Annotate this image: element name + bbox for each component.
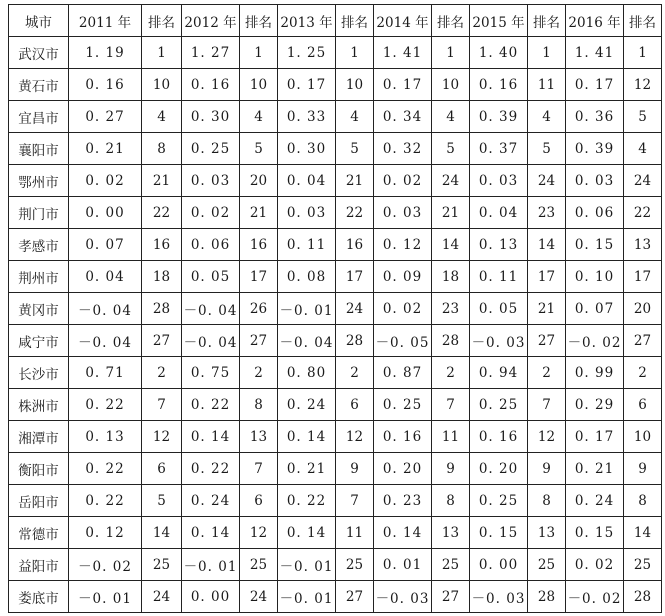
value-cell: 0. 17 <box>566 421 624 453</box>
rank-cell: 16 <box>240 229 278 261</box>
rank-cell: 21 <box>142 165 182 197</box>
value-cell: 0. 24 <box>566 485 624 517</box>
value-cell: 0. 04 <box>470 197 528 229</box>
city-name-cell: 武汉市 <box>9 37 69 69</box>
value-cell: 0. 32 <box>374 133 432 165</box>
value-cell: 0. 17 <box>278 69 336 101</box>
rank-cell: 27 <box>336 581 374 613</box>
rank-cell: 25 <box>336 549 374 581</box>
rank-cell: 4 <box>240 101 278 133</box>
column-header-year: 2016 年 <box>566 5 624 37</box>
value-cell: －0. 05 <box>374 325 432 357</box>
rank-cell: 18 <box>142 261 182 293</box>
city-name-cell: 孝感市 <box>9 229 69 261</box>
value-cell: 0. 25 <box>374 389 432 421</box>
rank-cell: 22 <box>624 197 662 229</box>
value-cell: 0. 03 <box>182 165 240 197</box>
table-row <box>9 485 662 517</box>
value-cell: 0. 29 <box>566 389 624 421</box>
rank-cell: 17 <box>528 261 566 293</box>
table-row <box>9 549 662 581</box>
column-header-rank: 排名 <box>336 5 374 37</box>
rank-cell: 1 <box>336 37 374 69</box>
city-name-cell: 咸宁市 <box>9 325 69 357</box>
city-name-cell: 襄阳市 <box>9 133 69 165</box>
value-cell: －0. 01 <box>182 549 240 581</box>
rank-cell: 27 <box>432 581 470 613</box>
table-row <box>9 165 662 197</box>
rank-cell: 1 <box>432 37 470 69</box>
value-cell: 0. 14 <box>278 517 336 549</box>
rank-cell: 12 <box>142 421 182 453</box>
rank-cell: 5 <box>142 485 182 517</box>
rank-cell: 24 <box>624 165 662 197</box>
value-cell: 0. 20 <box>470 453 528 485</box>
rank-cell: 28 <box>336 325 374 357</box>
city-name-cell: 益阳市 <box>9 549 69 581</box>
value-cell: 0. 30 <box>278 133 336 165</box>
city-name-cell: 黄冈市 <box>9 293 69 325</box>
column-header-rank: 排名 <box>142 5 182 37</box>
value-cell: 0. 36 <box>566 101 624 133</box>
table-row <box>9 517 662 549</box>
rank-cell: 23 <box>528 197 566 229</box>
city-name-cell: 常德市 <box>9 517 69 549</box>
rank-cell: 5 <box>240 133 278 165</box>
value-cell: 0. 07 <box>566 293 624 325</box>
rank-cell: 21 <box>336 165 374 197</box>
rank-cell: 27 <box>240 325 278 357</box>
value-cell: 0. 12 <box>69 517 142 549</box>
rank-cell: 2 <box>432 357 470 389</box>
rank-cell: 8 <box>432 485 470 517</box>
rank-cell: 25 <box>142 549 182 581</box>
rank-cell: 10 <box>432 69 470 101</box>
value-cell: 1. 19 <box>69 37 142 69</box>
value-cell: 0. 13 <box>470 229 528 261</box>
table-row <box>9 229 662 261</box>
ranking-table-container <box>8 4 662 613</box>
rank-cell: 28 <box>432 325 470 357</box>
table-row <box>9 197 662 229</box>
rank-cell: 6 <box>336 389 374 421</box>
rank-cell: 13 <box>528 517 566 549</box>
value-cell: －0. 04 <box>182 325 240 357</box>
value-cell: 1. 25 <box>278 37 336 69</box>
rank-cell: 1 <box>528 37 566 69</box>
column-header-rank: 排名 <box>240 5 278 37</box>
rank-cell: 6 <box>624 389 662 421</box>
table-row <box>9 37 662 69</box>
city-name-cell: 荆州市 <box>9 261 69 293</box>
rank-cell: 25 <box>528 549 566 581</box>
value-cell: 0. 13 <box>69 421 142 453</box>
value-cell: 0. 02 <box>566 549 624 581</box>
value-cell: 0. 10 <box>566 261 624 293</box>
rank-cell: 14 <box>528 229 566 261</box>
city-name-cell: 黄石市 <box>9 69 69 101</box>
value-cell: 0. 80 <box>278 357 336 389</box>
value-cell: 0. 75 <box>182 357 240 389</box>
value-cell: －0. 03 <box>470 581 528 613</box>
rank-cell: 17 <box>624 261 662 293</box>
value-cell: 0. 24 <box>182 485 240 517</box>
value-cell: 0. 16 <box>470 421 528 453</box>
city-name-cell: 长沙市 <box>9 357 69 389</box>
value-cell: 0. 15 <box>566 229 624 261</box>
value-cell: 0. 12 <box>374 229 432 261</box>
rank-cell: 7 <box>240 453 278 485</box>
rank-cell: 22 <box>336 197 374 229</box>
value-cell: 0. 04 <box>278 165 336 197</box>
rank-cell: 11 <box>336 517 374 549</box>
rank-cell: 2 <box>624 357 662 389</box>
value-cell: －0. 03 <box>374 581 432 613</box>
table-row <box>9 389 662 421</box>
rank-cell: 12 <box>336 421 374 453</box>
rank-cell: 16 <box>142 229 182 261</box>
table-body <box>9 37 662 613</box>
value-cell: 0. 00 <box>470 549 528 581</box>
rank-cell: 5 <box>528 133 566 165</box>
value-cell: 0. 17 <box>374 69 432 101</box>
rank-cell: 18 <box>432 261 470 293</box>
table-row <box>9 261 662 293</box>
rank-cell: 22 <box>142 197 182 229</box>
rank-cell: 9 <box>336 453 374 485</box>
value-cell: 0. 03 <box>374 197 432 229</box>
value-cell: 0. 04 <box>69 261 142 293</box>
value-cell: 0. 05 <box>182 261 240 293</box>
value-cell: 0. 08 <box>278 261 336 293</box>
value-cell: 0. 11 <box>278 229 336 261</box>
rank-cell: 7 <box>336 485 374 517</box>
table-row <box>9 101 662 133</box>
rank-cell: 21 <box>528 293 566 325</box>
value-cell: 0. 20 <box>374 453 432 485</box>
value-cell: 0. 37 <box>470 133 528 165</box>
value-cell: 0. 07 <box>69 229 142 261</box>
value-cell: －0. 03 <box>470 325 528 357</box>
rank-cell: 7 <box>432 389 470 421</box>
value-cell: 0. 87 <box>374 357 432 389</box>
rank-cell: 21 <box>432 197 470 229</box>
value-cell: 0. 15 <box>566 517 624 549</box>
value-cell: 0. 14 <box>278 421 336 453</box>
value-cell: 0. 21 <box>69 133 142 165</box>
rank-cell: 25 <box>624 549 662 581</box>
value-cell: －0. 04 <box>182 293 240 325</box>
table-row <box>9 581 662 613</box>
value-cell: －0. 01 <box>278 293 336 325</box>
rank-cell: 1 <box>142 37 182 69</box>
value-cell: －0. 02 <box>69 549 142 581</box>
rank-cell: 11 <box>528 69 566 101</box>
value-cell: 0. 02 <box>182 197 240 229</box>
value-cell: 0. 16 <box>69 69 142 101</box>
rank-cell: 17 <box>336 261 374 293</box>
value-cell: 0. 94 <box>470 357 528 389</box>
rank-cell: 28 <box>624 581 662 613</box>
rank-cell: 8 <box>240 389 278 421</box>
rank-cell: 25 <box>240 549 278 581</box>
rank-cell: 28 <box>528 581 566 613</box>
rank-cell: 9 <box>528 453 566 485</box>
rank-cell: 11 <box>432 421 470 453</box>
value-cell: 0. 00 <box>69 197 142 229</box>
value-cell: 0. 14 <box>182 421 240 453</box>
rank-cell: 24 <box>528 165 566 197</box>
value-cell: 0. 03 <box>278 197 336 229</box>
rank-cell: 27 <box>528 325 566 357</box>
rank-cell: 9 <box>624 453 662 485</box>
value-cell: 0. 00 <box>182 581 240 613</box>
value-cell: －0. 04 <box>69 293 142 325</box>
rank-cell: 6 <box>240 485 278 517</box>
value-cell: －0. 01 <box>69 581 142 613</box>
rank-cell: 13 <box>432 517 470 549</box>
value-cell: 0. 06 <box>566 197 624 229</box>
table-row <box>9 293 662 325</box>
rank-cell: 5 <box>336 133 374 165</box>
column-header-year: 2015 年 <box>470 5 528 37</box>
table-row <box>9 453 662 485</box>
value-cell: －0. 02 <box>566 581 624 613</box>
value-cell: 0. 02 <box>374 165 432 197</box>
table-row <box>9 421 662 453</box>
rank-cell: 21 <box>240 197 278 229</box>
rank-cell: 8 <box>624 485 662 517</box>
value-cell: 0. 27 <box>69 101 142 133</box>
rank-cell: 2 <box>142 357 182 389</box>
rank-cell: 24 <box>336 293 374 325</box>
value-cell: 0. 30 <box>182 101 240 133</box>
rank-cell: 24 <box>432 165 470 197</box>
rank-cell: 16 <box>336 229 374 261</box>
value-cell: －0. 02 <box>566 325 624 357</box>
value-cell: －0. 01 <box>278 581 336 613</box>
value-cell: 0. 16 <box>374 421 432 453</box>
rank-cell: 1 <box>240 37 278 69</box>
table-row <box>9 357 662 389</box>
value-cell: 0. 22 <box>182 453 240 485</box>
rank-cell: 14 <box>624 517 662 549</box>
rank-cell: 2 <box>240 357 278 389</box>
rank-cell: 14 <box>432 229 470 261</box>
value-cell: 0. 25 <box>182 133 240 165</box>
value-cell: －0. 04 <box>278 325 336 357</box>
table-row <box>9 69 662 101</box>
rank-cell: 4 <box>336 101 374 133</box>
rank-cell: 4 <box>528 101 566 133</box>
rank-cell: 13 <box>240 421 278 453</box>
rank-cell: 10 <box>240 69 278 101</box>
value-cell: 0. 01 <box>374 549 432 581</box>
value-cell: 1. 27 <box>182 37 240 69</box>
rank-cell: 27 <box>624 325 662 357</box>
value-cell: 0. 25 <box>470 389 528 421</box>
rank-cell: 1 <box>624 37 662 69</box>
city-name-cell: 株洲市 <box>9 389 69 421</box>
value-cell: 0. 22 <box>182 389 240 421</box>
column-header-year: 2012 年 <box>182 5 240 37</box>
rank-cell: 12 <box>240 517 278 549</box>
value-cell: 0. 09 <box>374 261 432 293</box>
rank-cell: 24 <box>240 581 278 613</box>
rank-cell: 17 <box>240 261 278 293</box>
value-cell: －0. 01 <box>278 549 336 581</box>
value-cell: 0. 34 <box>374 101 432 133</box>
value-cell: 0. 71 <box>69 357 142 389</box>
city-name-cell: 荆门市 <box>9 197 69 229</box>
rank-cell: 28 <box>142 293 182 325</box>
header-row <box>9 5 662 37</box>
rank-cell: 20 <box>240 165 278 197</box>
value-cell: 0. 25 <box>470 485 528 517</box>
value-cell: 0. 16 <box>470 69 528 101</box>
rank-cell: 23 <box>432 293 470 325</box>
value-cell: 1. 40 <box>470 37 528 69</box>
column-header-year: 2014 年 <box>374 5 432 37</box>
table-row <box>9 133 662 165</box>
value-cell: 0. 23 <box>374 485 432 517</box>
rank-cell: 10 <box>142 69 182 101</box>
rank-cell: 5 <box>432 133 470 165</box>
rank-cell: 14 <box>142 517 182 549</box>
rank-cell: 24 <box>142 581 182 613</box>
value-cell: 0. 14 <box>182 517 240 549</box>
city-name-cell: 衡阳市 <box>9 453 69 485</box>
value-cell: 0. 05 <box>470 293 528 325</box>
rank-cell: 5 <box>624 101 662 133</box>
column-header-year: 2013 年 <box>278 5 336 37</box>
value-cell: 0. 17 <box>566 69 624 101</box>
value-cell: 0. 39 <box>566 133 624 165</box>
rank-cell: 20 <box>624 293 662 325</box>
value-cell: 0. 33 <box>278 101 336 133</box>
value-cell: 0. 14 <box>374 517 432 549</box>
rank-cell: 27 <box>142 325 182 357</box>
column-header-city: 城市 <box>9 5 69 37</box>
rank-cell: 10 <box>336 69 374 101</box>
value-cell: 1. 41 <box>566 37 624 69</box>
value-cell: 0. 02 <box>374 293 432 325</box>
rank-cell: 4 <box>624 133 662 165</box>
rank-cell: 12 <box>528 421 566 453</box>
rank-cell: 2 <box>336 357 374 389</box>
rank-cell: 10 <box>624 421 662 453</box>
value-cell: 0. 15 <box>470 517 528 549</box>
value-cell: 0. 22 <box>278 485 336 517</box>
value-cell: 0. 39 <box>470 101 528 133</box>
rank-cell: 6 <box>142 453 182 485</box>
value-cell: 0. 22 <box>69 485 142 517</box>
value-cell: 0. 03 <box>566 165 624 197</box>
value-cell: 0. 11 <box>470 261 528 293</box>
rank-cell: 4 <box>432 101 470 133</box>
value-cell: 0. 22 <box>69 453 142 485</box>
rank-cell: 25 <box>432 549 470 581</box>
value-cell: 0. 02 <box>69 165 142 197</box>
city-name-cell: 鄂州市 <box>9 165 69 197</box>
column-header-year: 2011 年 <box>69 5 142 37</box>
value-cell: 0. 24 <box>278 389 336 421</box>
value-cell: 0. 22 <box>69 389 142 421</box>
rank-cell: 8 <box>528 485 566 517</box>
value-cell: 0. 03 <box>470 165 528 197</box>
rank-cell: 26 <box>240 293 278 325</box>
rank-cell: 4 <box>142 101 182 133</box>
city-name-cell: 宜昌市 <box>9 101 69 133</box>
rank-cell: 9 <box>432 453 470 485</box>
value-cell: 0. 21 <box>278 453 336 485</box>
city-name-cell: 岳阳市 <box>9 485 69 517</box>
rank-cell: 8 <box>142 133 182 165</box>
city-ranking-table <box>8 4 662 613</box>
rank-cell: 12 <box>624 69 662 101</box>
city-name-cell: 娄底市 <box>9 581 69 613</box>
column-header-rank: 排名 <box>624 5 662 37</box>
value-cell: 0. 21 <box>566 453 624 485</box>
rank-cell: 13 <box>624 229 662 261</box>
value-cell: 0. 16 <box>182 69 240 101</box>
value-cell: 1. 41 <box>374 37 432 69</box>
rank-cell: 7 <box>528 389 566 421</box>
city-name-cell: 湘潭市 <box>9 421 69 453</box>
value-cell: 0. 06 <box>182 229 240 261</box>
value-cell: －0. 04 <box>69 325 142 357</box>
rank-cell: 7 <box>142 389 182 421</box>
table-row <box>9 325 662 357</box>
value-cell: 0. 99 <box>566 357 624 389</box>
column-header-rank: 排名 <box>528 5 566 37</box>
rank-cell: 2 <box>528 357 566 389</box>
column-header-rank: 排名 <box>432 5 470 37</box>
